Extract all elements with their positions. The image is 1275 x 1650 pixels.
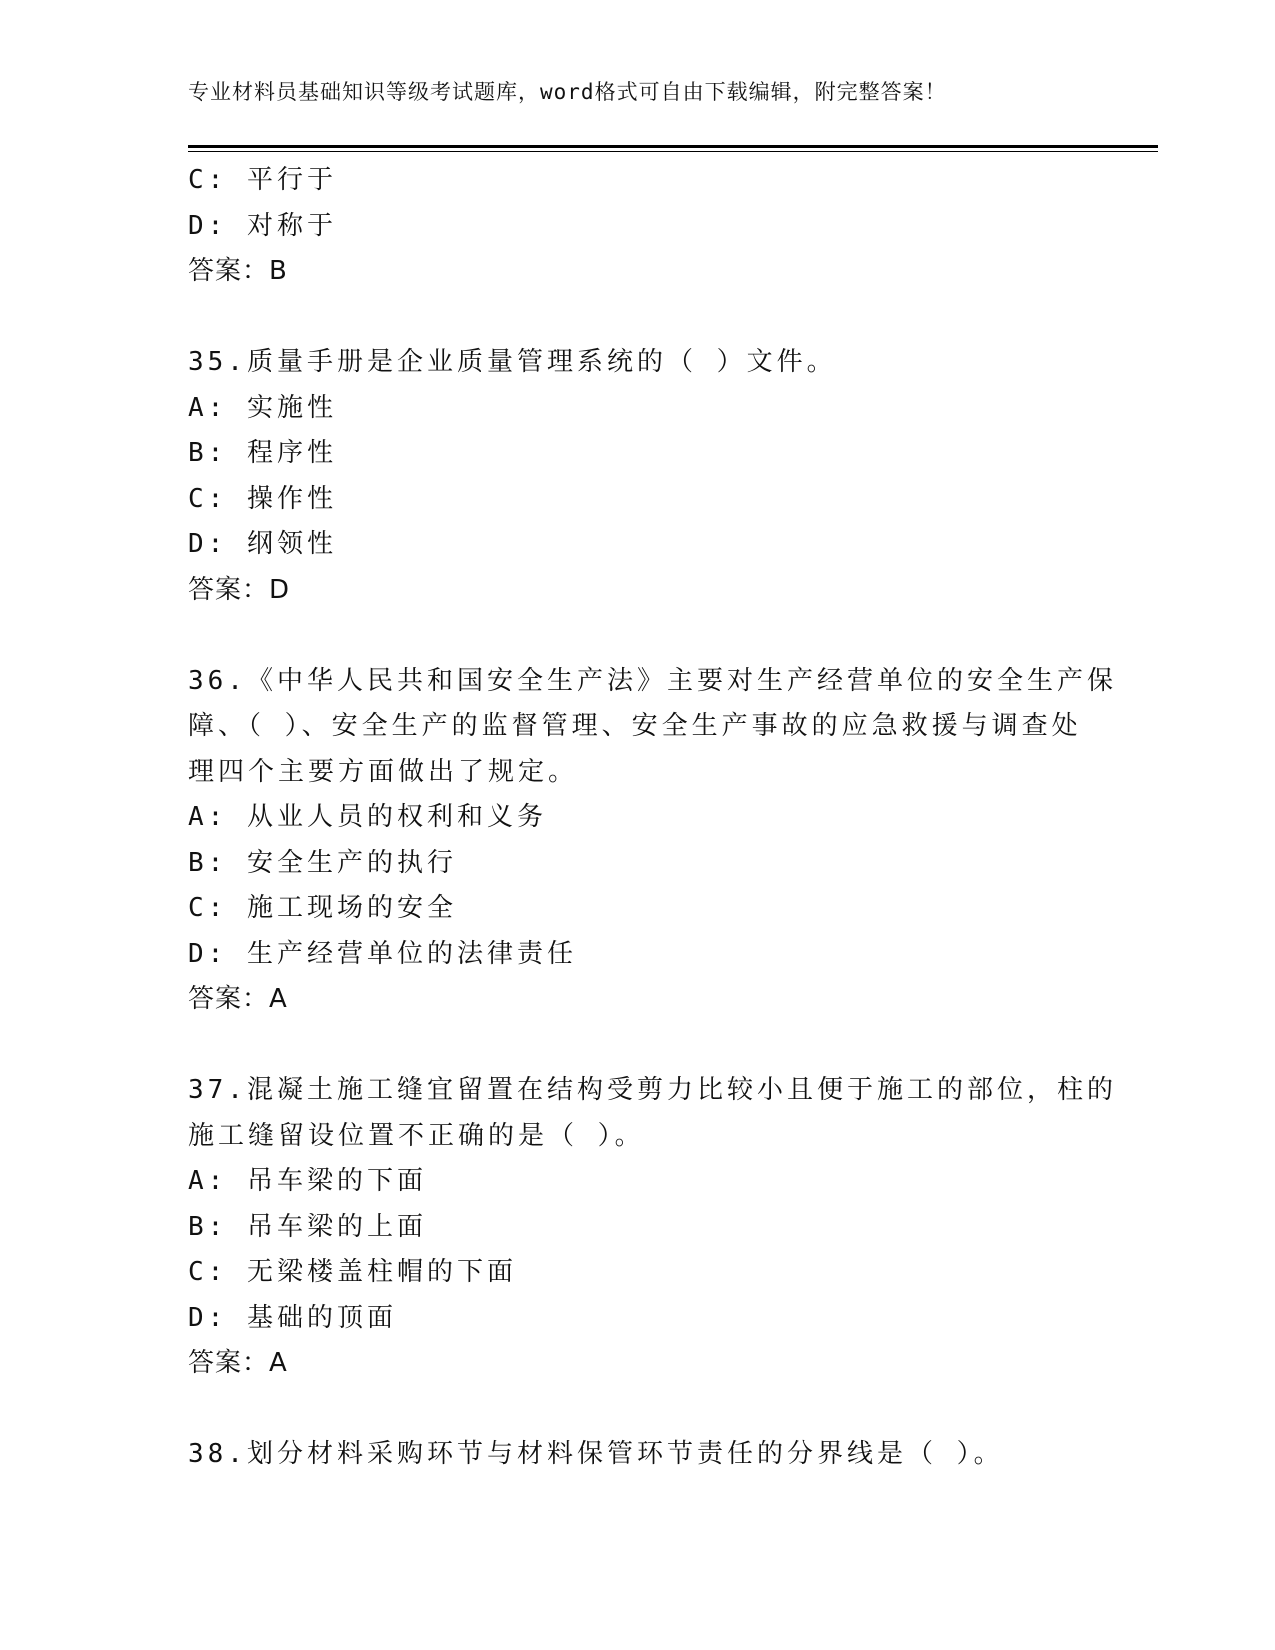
option-b: B: 程序性 (188, 438, 337, 468)
header-divider-thin (188, 151, 1158, 152)
spacer (188, 1023, 1088, 1069)
question-38 (188, 1432, 1088, 1478)
spacer (188, 613, 1088, 659)
option-c: C: 施工现场的安全 (188, 893, 457, 923)
question-list (188, 158, 1117, 1478)
option-c: C: 平行于 (188, 165, 337, 195)
question-37 (188, 1068, 1117, 1387)
answer: 答案：A (188, 984, 288, 1014)
option-b: B: 安全生产的执行 (188, 847, 457, 878)
option-d: D: 生产经营单位的法律责任 (188, 938, 577, 969)
question-stem-line: 施工缝留设位置不正确的是（ ）。 (188, 1120, 645, 1151)
option-c: C: 无梁楼盖柱帽的下面 (188, 1257, 517, 1287)
question-36 (188, 659, 1117, 1023)
question-stem-line: 36.《中华人民共和国安全生产法》主要对生产经营单位的安全生产保 (188, 665, 1117, 696)
question-stem-line: 37.混凝土施工缝宜留置在结构受剪力比较小且便于施工的部位，柱的 (188, 1075, 1117, 1105)
answer: 答案：A (188, 1348, 288, 1378)
spacer (188, 295, 1088, 341)
answer: 答案：D (188, 574, 291, 605)
question-35 (188, 340, 1088, 613)
question-stem-line: 障、（ ）、安全生产的监督管理、安全生产事故的应急救援与调查处 (188, 711, 1082, 741)
option-a: A: 从业人员的权利和义务 (188, 802, 547, 832)
spacer (188, 1387, 1088, 1433)
option-c: C: 操作性 (188, 483, 337, 514)
question-stem: 38.划分材料采购环节与材料保管环节责任的分界线是（ ）。 (188, 1439, 1004, 1469)
question-stem-line: 理四个主要方面做出了规定。 (188, 756, 579, 787)
header-divider-thick (188, 145, 1158, 148)
answer: 答案：B (188, 256, 288, 286)
option-a: A: 吊车梁的下面 (188, 1166, 427, 1196)
option-a: A: 实施性 (188, 392, 337, 423)
option-b: B: 吊车梁的上面 (188, 1211, 427, 1242)
question-stem: 35.质量手册是企业质量管理系统的（ ）文件。 (188, 347, 837, 377)
page-header: 专业材料员基础知识等级考试题库，word格式可自由下载编辑，附完整答案！ (188, 80, 947, 104)
option-d: D: 对称于 (188, 210, 337, 241)
option-d: D: 基础的顶面 (188, 1302, 397, 1333)
question-34 (188, 158, 1088, 295)
option-d: D: 纲领性 (188, 529, 337, 559)
